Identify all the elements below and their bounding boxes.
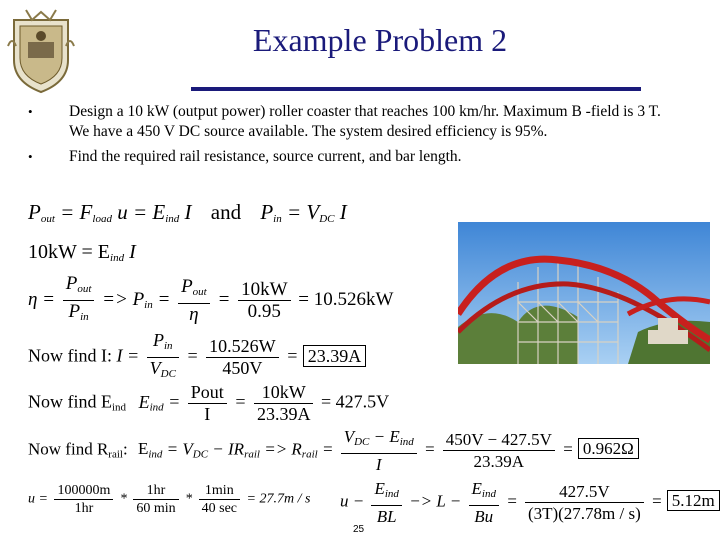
- equation-rail-resistance: Now find $R_{rail}$: $E_{ind} = V_{DC} - IR_{rail} => R_{rail}$ = $\frac{V_{DC} - E_{ind}}{I}$ = $\frac{450V - 427.5V}{23.39A}$ = 0.962Ω: [28, 426, 639, 475]
- bullet-dot-icon: •: [28, 149, 33, 164]
- current-result-box: 23.39A: [303, 345, 367, 367]
- resistance-result-box: 0.962Ω: [578, 438, 639, 459]
- bullet-item: [28, 102, 678, 142]
- bullet-dot-icon: •: [28, 104, 33, 119]
- naval-academy-crest-icon: [6, 6, 76, 94]
- length-result-box: 5.12m: [667, 490, 720, 511]
- equation-efficiency: η = $\frac{P_{out}}{P_{in}}$ => $P_{in}$ = $\frac{P_{out}}{\eta}$ = $\frac{10kW}{0.95}$ = 10.526kW: [28, 273, 394, 325]
- bullet-list: [28, 102, 678, 172]
- roller-coaster-photo: [458, 222, 710, 364]
- equation-power-relations: $P_{out} = F_{load}$ $u = E_{ind}$ I and $P_{in} = V_{DC}$ I: [28, 200, 347, 225]
- bullet-text: Design a 10 kW (output power) roller coaster that reaches 100 km/hr. Maximum B -field is 3 T. We have a 450 V DC source available. The system desired efficiency is 95%.: [69, 103, 661, 140]
- title-underline: [191, 87, 641, 91]
- equation-induced-voltage: Now find $E_{ind}$ $E_{ind}$ = $\frac{\text{Pout}}{I}$ = $\frac{10kW}{23.39A}$ = 427.5V: [28, 382, 390, 424]
- slide-title: Example Problem 2: [252, 22, 508, 58]
- equation-output-power: $10kW = E_{ind}$ I: [28, 241, 136, 264]
- equation-speed-conversion: u = $\frac{100000m}{1hr}$ * $\frac{1hr}{60 \min}$ * $\frac{1\min}{40 \sec}$ = 27.7m / s: [28, 483, 311, 516]
- bullet-text: Find the required rail resistance, source current, and bar length.: [69, 148, 462, 165]
- page-number: 25: [353, 524, 365, 535]
- equation-bar-length: u − $\frac{E_{ind}}{BL}$ −> L − $\frac{E_{ind}}{Bu}$ = $\frac{427.5V}{(3T)(27.78m / s)}$ = 5.12m: [340, 478, 720, 527]
- equation-current: Now find I: I = $\frac{P_{in}}{V_{DC}}$ = $\frac{10.526W}{450V}$ = 23.39A: [28, 330, 366, 385]
- bullet-item: [28, 147, 678, 167]
